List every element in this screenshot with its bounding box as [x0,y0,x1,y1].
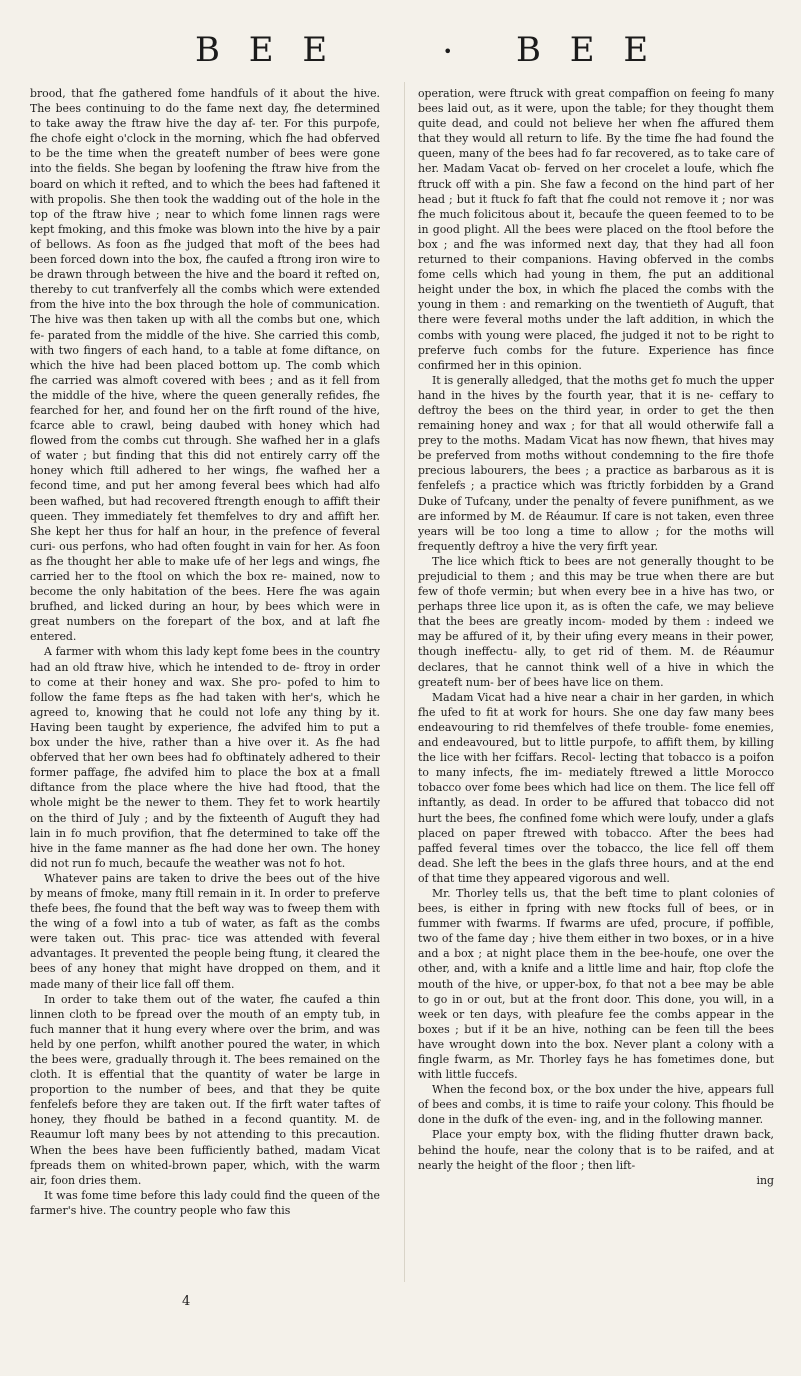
page-number: 4 [182,1294,191,1309]
running-head [0,30,801,70]
paragraph: The lice which ftick to bees are not generally thought to be prejudicial to them ; and this may be true when there are but few of thofe vermin; but when every bee in a hive has two, or perhaps three lice upon it, as is often the cafe, we may believe that the bees are greatly incom- moded by them : indeed we may be affured of it, by their ufing every means in their power, though ineffectu- ally, to get rid of them. M. de Réaumur declares, that he cannot think well of a hive in which the greateft num- ber of bees have lice on them. [418,554,774,689]
paragraph: Place your empty box, with the fliding fhutter drawn back, behind the houfe, near the colony that is to be raifed, and at nearly the height of the floor ; then lift- [418,1128,774,1172]
paragraph: When the fecond box, or the box under the hive, appears full of bees and combs, it is time to raife your colony. This fhould be done in the dufk of the even- ing, and in the following manner. [418,1083,774,1127]
column-divider [404,82,405,1282]
paragraph: operation, were ftruck with great compaffion on feeing fo many bees laid out, as it were, upon the table; for they thought them quite dead, and could not believe her when fhe affured them that they would all return to life. By the time fhe had found the queen, many of the bees had fo far recovered, as to take care of her. Madam Vacat ob- ferved on her crocelet a loufe, which fhe ftruck off with a pin. She faw a fecond on the hind part of her head ; but it ftuck fo faft that fhe could not remove it ; nor was fhe much folicitous about it, becaufe the queen feemed to to be in good plight. All the bees were placed on the ftool before the box ; and fhe was informed next day, that they had all foon returned to their companions. Having obferved in the combs fome cells which had young in them, fhe put an additional height under the box, in which fhe placed the combs with the young in them : and remarking on the twentieth of Auguft, that there were feveral moths under the laft addition, in which the combs with young were placed, fhe judged it not to be right to preferve fuch combs for the future. Experience has fince confirmed her in this opinion. [418,87,774,372]
paragraph: Whatever pains are taken to drive the bees out of the hive by means of fmoke, many ftill remain in it. In order to preferve thefe bees, fhe found that the beft way was to fweep them with the wing of a fowl into a tub of water, as faft as the combs were taken out. This prac- tice was attended with feveral advantages. It prevented the people being ftung, it cleared the bees of any honey that might have dropped on them, and it made many of their lice fall off them. [30,871,380,991]
running-head-left: B E E [195,30,337,70]
paragraph: Madam Vicat had a hive near a chair in her garden, in which fhe ufed to fit at work for hours. She one day faw many bees endeavouring to rid themfelves of thefe trouble- fome enemies, and endeavoured, but to little purpofe, to affift them, by killing the lice with her fciffars. Recol- lecting that tobacco is a poifon to many infects, fhe im- mediately ftrewed a little Morocco tobacco over fome bees which had lice on them. The lice fell off inftantly, as dead. In order to be affured that tobacco did not hurt the bees, fhe confined fome which were loufy, under a glafs placed on paper ftrewed with tobacco. After the bees had paffed feveral times over the tobacco, the lice fell off them dead. She left the bees in the glafs three hours, and at the end of that time they appeared vigorous and well. [418,690,774,885]
paragraph: In order to take them out of the water, fhe caufed a thin linnen cloth to be fpread over the mouth of an empty tub, in fuch manner that it hung every where over the brim, and was held by one perfon, whilft another poured the water, in which the bees were, gradually through it. The bees remained on the cloth. It is effential that the quantity of water be large in proportion to the number of bees, and that they be quite fenfelefs before they are taken out. If the firft water taftes of honey, they fhould be bathed in a fecond quantity. M. de Reaumur loft many bees by not attending to this precaution. When the bees have been fufficiently bathed, madam Vicat fpreads them on whited-brown paper, which, with the warm air, foon dries them. [30,992,380,1187]
paragraph: It is generally alledged, that the moths get fo much the upper hand in the hives by the fourth year, that it is ne- ceffary to deftroy the bees on the third year, in order to get the then remaining honey and wax ; for that all would otherwife fall a prey to the moths. Madam Vicat has now fhewn, that hives may be preferved from moths without condemning to the fire thofe precious labourers, the bees ; a practice as barbarous as it is fenfelefs ; a practice which was ftrictly forbidden by a Grand Duke of Tufcany, under the penalty of fevere punifhment, as we are informed by M. de Réaumur. If care is not taken, even three years will be too long a time to allow ; for the moths will frequently deftroy a hive the very firft year. [418,373,774,553]
right-column [418,86,774,1188]
running-head-ornament: • [443,42,453,61]
paragraph: It was fome time before this lady could find the queen of the farmer's hive. The country people who faw this [30,1188,380,1217]
paragraph: A farmer with whom this lady kept fome bees in the country had an old ftraw hive, which he intended to de- ftroy in order to come at their honey and wax. She pro- pofed to him to follow the fame fteps as fhe had taken with her's, which he agreed to, knowing that he could not lofe any thing by it. Having been taught by experience, fhe advifed him to put a box under the hive, rather than a hive over it. As fhe had obferved that her own bees had fo obftinately adhered to their former paffage, fhe advifed him to place the box at a fmall diftance from the place where the hive had ftood, that the whole might be the newer to them. They fet to work heartily on the third of July ; and by the fixteenth of Auguft they had lain in fo much provifion, that fhe determined to take off the hive in the fame manner as fhe had done her own. The honey did not run fo much, becaufe the weather was not fo hot. [30,645,380,870]
paragraph: Mr. Thorley tells us, that the beft time to plant colonies of bees, is either in fpring with new ftocks full of bees, or in fummer with fwarms. If fwarms are ufed, procure, if poffible, two of the fame day ; hive them either in two boxes, or in a hive and a box ; at night place them in the bee-houfe, one over the other, and, with a knife and a little lime and hair, ftop clofe the mouth of the hive, or upper-box, fo that not a bee may be able to go in or out, but at the front door. This done, you will, in a week or ten days, with pleafure fee the combs appear in the boxes ; but if it be an hive, nothing can be feen till the bees have wrought down into the box. Never plant a colony with a fingle fwarm, as Mr. Thorley fays he has fometimes done, but with little fuccefs. [418,886,774,1082]
left-column [30,86,380,1218]
catchword: ing [756,1173,774,1187]
running-head-right: B E E [516,30,658,70]
paragraph: brood, that fhe gathered fome handfuls of it about the hive. The bees continuing to do the fame next day, fhe determined to take away the ftraw hive the day af- ter. For this purpofe, fhe chofe eight o'clock in the morning, which fhe had obferved to be the time when the greateft number of bees were gone into the fields. She began by loofening the ftraw hive from the board on which it refted, and to which the bees had faftened it with propolis. She then took the wadding out of the hole in the top of the ftraw hive ; near to which fome linnen rags were kept fmoking, and this fmoke was blown into the hive by a pair of bellows. As foon as fhe judged that moft of the bees had been forced down into the box, fhe caufed a ftrong iron wire to be drawn through between the hive and the board it refted on, thereby to cut tranfverfely all the combs which were extended from the hive into the box through the hole of communication. The hive was then taken up with all the combs but one, which fe- parated from the middle of the hive. She carried this comb, with two fingers of each hand, to a table at fome diftance, on which the hive had been placed bottom up. The comb which fhe carried was almoft covered with bees ; and as it fell from the middle of the hive, where the queen generally refides, fhe fearched for her, and found her on the firft round of the hive, fcarce able to crawl, being daubed with honey which had flowed from the combs cut through. She wafhed her in a glafs of water ; but finding that this did not entirely carry off the honey which ftill adhered to her wings, fhe wafhed her a fecond time, and put her among feveral bees which had alfo been wafhed, but had recovered ftrength enough to affift their queen. They immediately fet themfelves to dry and affift her. She kept her thus for half an hour, in the prefence of feveral curi- ous perfons, who had often fought in vain for her. As foon as fhe thought her able to make ufe of her legs and wings, fhe carried her to the ftool on which the box re- mained, now to become the only habitation of the bees. Here fhe was again brufhed, and licked during an hour, by bees which were in great numbers on the forepart of the box, and at laft fhe entered. [30,87,380,644]
